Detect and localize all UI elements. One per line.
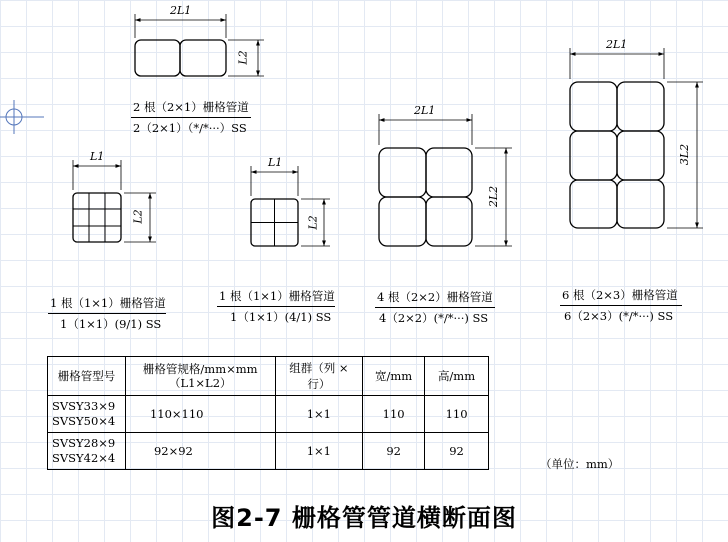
- dim-label-2L1-b: 2L1: [414, 104, 436, 117]
- caption-2x3-rule: [560, 305, 682, 306]
- caption-9-cell-rule: [48, 313, 166, 314]
- cell-width: 110: [363, 396, 425, 433]
- cell-height: 110: [425, 396, 489, 433]
- table-row: [48, 433, 489, 470]
- duct-4-cell: [251, 199, 298, 246]
- dim-label-L1-a: L1: [90, 150, 105, 163]
- spec-table: [47, 356, 489, 470]
- caption-2x1-code: 2（2×1）（*/*···）SS: [133, 121, 247, 135]
- cell-height: 92: [425, 433, 489, 470]
- model-a: SVSY28×9: [52, 436, 116, 450]
- cell-spec: 110×110: [125, 396, 275, 433]
- dim-2x1: [135, 14, 264, 76]
- model-b: SVSY50×4: [52, 414, 116, 428]
- caption-2x1-rule: [131, 117, 251, 118]
- caption-2x2-code: 4（2×2）(*/*···) SS: [379, 311, 489, 325]
- figure-title: 图2-7 栅格管管道横断面图: [211, 504, 517, 532]
- duct-2x1: [135, 40, 226, 76]
- duct-2x2: [379, 148, 472, 246]
- model-a: SVSY33×9: [52, 399, 116, 413]
- caption-4-cell-code: 1（1×1）(4/1) SS: [230, 310, 332, 324]
- caption-2x1-name: 2 根（2×1）栅格管道: [133, 100, 249, 114]
- header-spec: [125, 357, 275, 396]
- cell-width: 92: [363, 433, 425, 470]
- dim-9-cell: [73, 160, 156, 242]
- dim-label-L1-b: L1: [268, 156, 283, 169]
- header-height: 高/mm: [425, 357, 489, 396]
- dim-label-L2-b: L2: [131, 209, 145, 224]
- cell-group: 1×1: [275, 396, 363, 433]
- caption-2x2-name: 4 根（2×2）栅格管道: [377, 290, 493, 304]
- duct-9-cell: [73, 193, 121, 242]
- duct-2x3: [570, 82, 664, 228]
- cell-group: 1×1: [275, 433, 363, 470]
- caption-4-cell-name: 1 根（1×1）栅格管道: [219, 289, 335, 303]
- dim-4-cell: [251, 166, 330, 246]
- dim-label-L2-c: L2: [306, 215, 320, 230]
- caption-2x2-rule: [375, 307, 495, 308]
- cell-model: [48, 433, 126, 470]
- header-spec-line2: （L1×L2）: [168, 376, 232, 390]
- table-header-row: [48, 357, 489, 396]
- dim-label-L2-a: L2: [236, 50, 250, 65]
- dim-label-2L1-c: 2L1: [606, 38, 628, 51]
- caption-9-cell-code: 1（1×1）(9/1) SS: [60, 317, 162, 331]
- header-width: 宽/mm: [363, 357, 425, 396]
- dim-2x2: [379, 114, 512, 246]
- model-b: SVSY42×4: [52, 451, 116, 465]
- dim-label-2L1-a: 2L1: [170, 4, 192, 17]
- caption-2x3-code: 6（2×3）(*/*···) SS: [564, 309, 674, 323]
- header-model: 栅格管型号: [48, 357, 126, 396]
- dim-2x3: [570, 48, 703, 228]
- cell-model: [48, 396, 126, 433]
- table-row: [48, 396, 489, 433]
- cell-spec: 92×92: [125, 433, 275, 470]
- header-group: 组群（列 × 行）: [275, 357, 363, 396]
- caption-4-cell-rule: [217, 306, 335, 307]
- unit-note: （单位：mm）: [540, 457, 620, 471]
- dim-label-3L2: 3L2: [678, 143, 692, 166]
- caption-2x3-name: 6 根（2×3）栅格管道: [562, 288, 678, 302]
- header-spec-line1: 栅格管规格/mm×mm: [142, 362, 258, 376]
- caption-9-cell-name: 1 根（1×1）栅格管道: [50, 296, 166, 310]
- dim-label-2L2: 2L2: [487, 185, 501, 208]
